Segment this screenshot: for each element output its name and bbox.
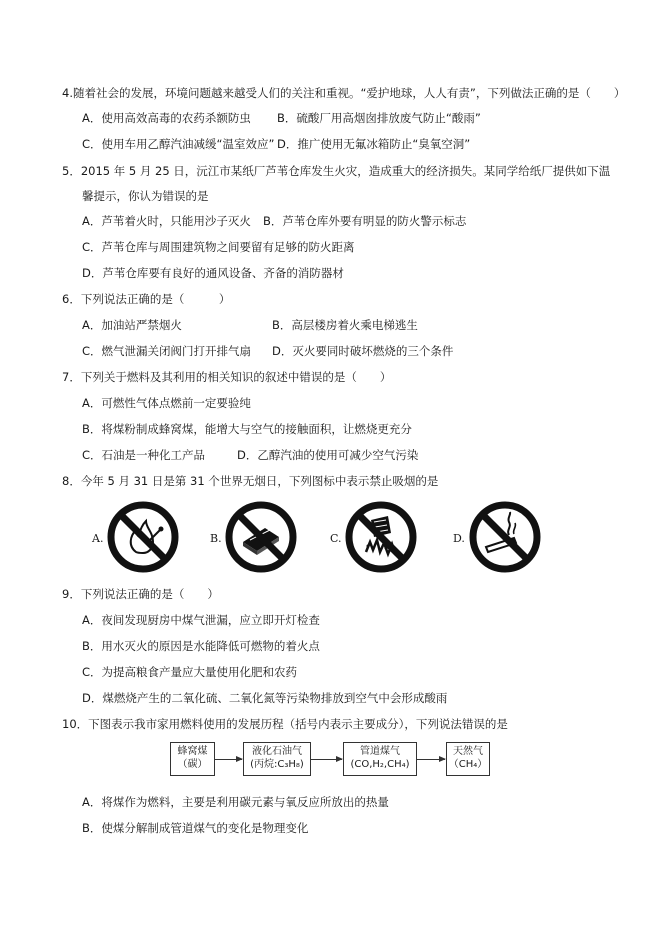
flow-box-lpg [243, 742, 311, 776]
flow-box-name: 管道煤气 [360, 746, 400, 757]
q10-option-a: A．将煤作为燃料，主要是利用碳元素与氧反应所放出的热量 [82, 795, 389, 809]
flow-box-composition: (CO,H₂,CH₄) [350, 759, 410, 770]
q6-stem: 6．下列说法正确的是（ ） [62, 292, 231, 306]
q8-stem: 8．今年 5 月 31 日是第 31 个世界无烟日，下列图标中表示禁止吸烟的是 [62, 474, 439, 488]
q7-option-b: B．将煤粉制成蜂窝煤，能增大与空气的接触面积，让燃烧更充分 [82, 422, 412, 436]
q5-option-a: A．芦苇着火时，只能用沙子灭火 [82, 214, 251, 228]
q6-option-d: D．灭火要同时破坏燃烧的三个条件 [272, 344, 454, 358]
q4-option-c: C．使用车用乙醇汽油减缓“温室效应” [82, 137, 275, 151]
q6-option-c: C．燃气泄漏关闭阀门打开排气扇 [82, 344, 252, 358]
q8-sign-a-letter: A. [92, 532, 104, 545]
q7-option-d: D．乙醇汽油的使用可减少空气污染 [237, 448, 419, 462]
flow-box-composition: （CH₄） [448, 759, 488, 770]
q9-option-d: D．煤燃烧产生的二氧化硫、二氧化氮等污染物排放到空气中会形成酸雨 [82, 691, 448, 705]
q10-stem: 10．下图表示我市家用燃料使用的发展历程（括号内表示主要成分），下列说法错误的是 [62, 717, 508, 731]
q5-option-b: B．芦苇仓库外要有明显的防火警示标志 [263, 214, 467, 228]
q6-option-b: B．高层楼房着火乘电梯逃生 [272, 318, 418, 332]
flow-box-honeycomb-coal [170, 742, 215, 776]
q4-stem: 4.随着社会的发展，环境问题越来越受人们的关注和重视。“爱护地球，人人有责”，下列做法正确的是（ ） [62, 86, 626, 100]
flow-box-composition: （碳） [177, 759, 208, 770]
q10-option-b: B．使煤分解制成管道煤气的变化是物理变化 [82, 821, 309, 835]
no-smoking-icon [468, 500, 542, 574]
no-matches-icon [224, 500, 298, 574]
q5-stem-line1: 5．2015 年 5 月 25 日，沅江市某纸厂芦苇仓库发生火灾，造成重大的经济损失。某同学给纸厂提供如下温 [62, 164, 611, 178]
q9-option-b: B．用水灭火的原因是水能降低可燃物的着火点 [82, 639, 320, 653]
q8-sign-d-letter: D. [453, 532, 465, 545]
q4-option-a: A．使用高效高毒的农药杀额防虫 [82, 111, 251, 125]
no-fire-icon [106, 500, 180, 574]
flow-arrow [214, 759, 242, 760]
q6-option-a: A．加油站严禁烟火 [82, 318, 182, 332]
q8-sign-b-letter: B. [210, 532, 222, 545]
q7-option-c: C．石油是一种化工产品 [82, 448, 206, 462]
q9-option-c: C．为提高粮食产量应大量使用化肥和农药 [82, 665, 298, 679]
q5-option-c: C．芦苇仓库与周围建筑物之间要留有足够的防火距离 [82, 240, 355, 254]
q7-stem: 7．下列关于燃料及其利用的相关知识的叙述中错误的是（ ） [62, 370, 392, 384]
no-fireworks-icon [344, 500, 418, 574]
flow-box-pipeline-gas [343, 742, 417, 776]
q8-signs [0, 500, 661, 580]
q4-option-b: B．硫酸厂用高烟囱排放废气防止“酸雨” [277, 111, 481, 125]
q9-stem: 9．下列说法正确的是（ ） [62, 587, 219, 601]
q7-option-a: A．可燃性气体点燃前一定要验纯 [82, 396, 251, 410]
flow-box-name: 液化石油气 [252, 746, 302, 757]
flow-arrow [416, 759, 445, 760]
flow-box-name: 天然气 [453, 746, 483, 757]
q8-sign-c-letter: C. [330, 532, 342, 545]
flow-arrow [310, 759, 342, 760]
flow-box-composition: (丙烷:C₃H₈) [250, 759, 304, 770]
q9-option-a: A．夜间发现厨房中煤气泄漏，应立即开灯检查 [82, 613, 320, 627]
flow-box-natural-gas [446, 742, 490, 776]
q4-option-d: D．推广使用无氟冰箱防止“臭氧空洞” [277, 137, 471, 151]
q5-stem-line2: 馨提示，你认为错误的是 [82, 189, 209, 203]
flow-box-name: 蜂窝煤 [177, 746, 208, 757]
q5-option-d: D．芦苇仓库要有良好的通风设备、齐备的消防器材 [82, 266, 344, 280]
